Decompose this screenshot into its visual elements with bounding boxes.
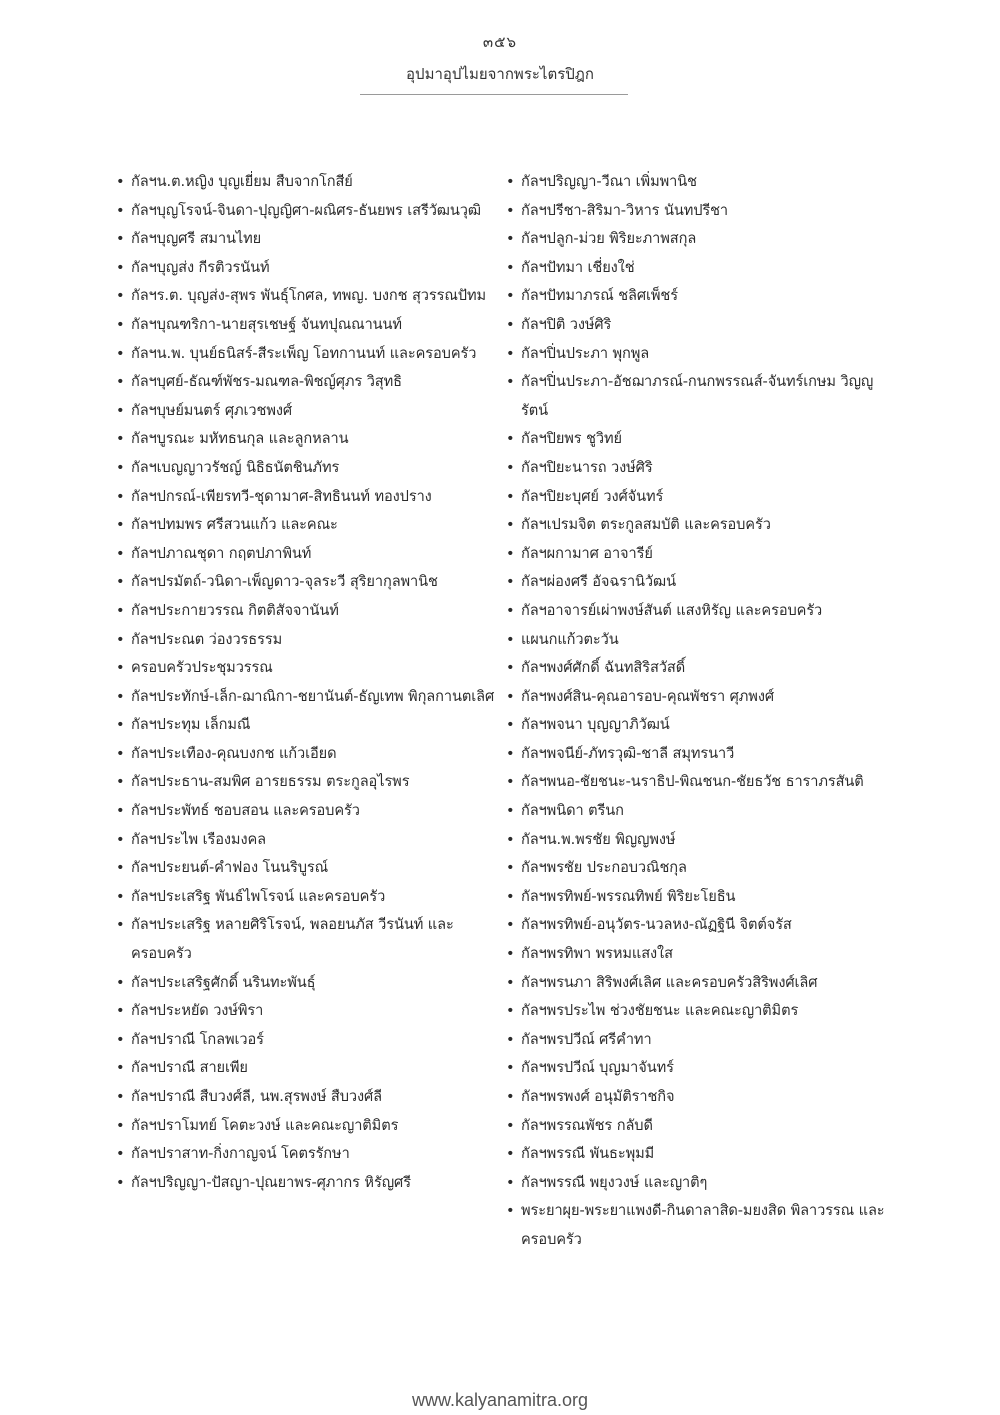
donor-list-item: • กัลฯพรนภา สิริพงศ์เลิศ และครอบครัวสิริพงศ์เลิศ <box>505 969 895 998</box>
donor-list-item: • กัลฯพรรณพัชร กลับดี <box>505 1112 895 1141</box>
donor-list-item: • กัลฯบุญโรจน์-จินดา-ปุญญิศา-ผณิศร-ธันยพร เสรีวัฒนวุฒิ <box>115 197 500 226</box>
donor-list-item: • กัลฯพนิดา ตรีนก <box>505 797 895 826</box>
donor-list-item: • กัลฯพจนีย์-ภัทรวุฒิ-ชาลี สมุทรนาวี <box>505 740 895 769</box>
donor-list-item: • กัลฯพรปวีณ์ ศรีคำทา <box>505 1026 895 1055</box>
right-column-list <box>505 168 895 1255</box>
page-number: ๓๕๖ <box>482 33 518 51</box>
donor-list-item: • กัลฯปรีชา-สิริมา-วิหาร นันทปรีชา <box>505 197 895 226</box>
donor-list-item: • กัลฯประหยัด วงษ์พิรา <box>115 997 500 1026</box>
header-divider <box>360 94 628 95</box>
donor-list-item: • กัลฯปราณี โกลพเวอร์ <box>115 1026 500 1055</box>
donor-list-item: • แผนกแก้วตะวัน <box>505 626 895 655</box>
donor-list-item: • กัลฯปริญญา-ปัสญา-ปุณยาพร-ศุภากร หิรัญศรี <box>115 1169 500 1198</box>
donor-list-item: • กัลฯอาจารย์เผ่าพงษ์สันต์ แสงหิรัญ และครอบครัว <box>505 597 895 626</box>
donor-list-item: • กัลฯปัทมา เชี่ยงใช่ <box>505 254 895 283</box>
donor-list-item: • กัลฯปภาณชุดา กฤตปภาพินท์ <box>115 540 500 569</box>
donor-list-item: • กัลฯบุญศรี สมานไทย <box>115 225 500 254</box>
donor-list-item: • กัลฯประพัทธ์ ชอบสอน และครอบครัว <box>115 797 500 826</box>
donor-list-item: • กัลฯปทมพร ศรีสวนแก้ว และคณะ <box>115 511 500 540</box>
donor-list-item: • กัลฯพจนา บุญญาภิวัฒน์ <box>505 711 895 740</box>
donor-list-item: • กัลฯประเทือง-คุณบงกช แก้วเอียด <box>115 740 500 769</box>
donor-list-item: • กัลฯปิยะนารถ วงษ์ศิริ <box>505 454 895 483</box>
donor-list-item: • กัลฯพรพงศ์ อนุมัติราชกิจ <box>505 1083 895 1112</box>
donor-list-item: • กัลฯพรทิพา พรหมแสงใส <box>505 940 895 969</box>
donor-list-item: • กัลฯน.พ. บุนย์ธนิสร์-สีระเพ็ญ โอทกานนท์ และครอบครัว <box>115 340 500 369</box>
donor-list-item: • กัลฯปริญญา-วีณา เพิ่มพานิช <box>505 168 895 197</box>
donor-list-item: • กัลฯปรมัตถ์-วนิดา-เพ็ญดาว-จุลระวี สุริยากุลพานิช <box>115 568 500 597</box>
donor-list-item: • กัลฯเบญญาวรัชญ์ นิธิธนัตชินภัทร <box>115 454 500 483</box>
donor-list-item: • กัลฯผกามาศ อาจารีย์ <box>505 540 895 569</box>
donor-list-item: • กัลฯปราโมทย์ โคตะวงษ์ และคณะญาติมิตร <box>115 1112 500 1141</box>
donor-list-item: • กัลฯน.พ.พรชัย พิญญพงษ์ <box>505 826 895 855</box>
donor-list-item: • ครอบครัวประชุมวรรณ <box>115 654 500 683</box>
donor-list-item: • กัลฯปลูก-ม่วย พิริยะภาพสกุล <box>505 225 895 254</box>
donor-list-item: • กัลฯประยนต์-คำฟอง โนนริบูรณ์ <box>115 854 500 883</box>
donor-list-item: • กัลฯบุญส่ง กีรติวรนันท์ <box>115 254 500 283</box>
donor-list-item: • กัลฯพงศ์สิน-คุณอารอบ-คุณพัชรา ศุภพงศ์ <box>505 683 895 712</box>
donor-list-item: • กัลฯพนอ-ชัยชนะ-นราธิป-พิณชนก-ชัยธวัช ธาราภรสันติ <box>505 768 895 797</box>
donor-list-item: • กัลฯปัทมาภรณ์ ชลิศเพ็ชร์ <box>505 282 895 311</box>
donor-list-item: • กัลฯพรรณี พันธะพุมมี <box>505 1140 895 1169</box>
donor-list-item: • กัลฯประไพ เรืองมงคล <box>115 826 500 855</box>
donor-list-item: • กัลฯประทุม เล็กมณี <box>115 711 500 740</box>
donor-list-item: • กัลฯปราณี สืบวงศ์ลี, นพ.สุรพงษ์ สืบวงศ์ลี <box>115 1083 500 1112</box>
donor-list-item: • กัลฯประทักษ์-เล็ก-ฌาณิกา-ชยานันต์-ธัญเทพ พิกุลกานตเลิศ <box>115 683 500 712</box>
donor-list-item: • กัลฯผ่องศรี อัจฉรานิวัฒน์ <box>505 568 895 597</box>
donor-list-item: • กัลฯน.ต.หญิง บุญเยี่ยม สืบจากโกสีย์ <box>115 168 500 197</box>
donor-list-item: • กัลฯพรรณี พยุงวงษ์ และญาติๆ <box>505 1169 895 1198</box>
donor-list-item: • กัลฯบุณฑริกา-นายสุรเชษฐ์ จันทปุณณานนท์ <box>115 311 500 340</box>
donor-list-item: • กัลฯร.ต. บุญส่ง-สุพร พันธุ์โกศล, ทพญ. บงกช สุวรรณปัทม <box>115 282 500 311</box>
donor-list-item: • กัลฯประเสริฐ พันธ์ไพโรจน์ และครอบครัว <box>115 883 500 912</box>
donor-list-item: • กัลฯประณต ว่องวรธรรม <box>115 626 500 655</box>
left-column-list <box>115 168 500 1197</box>
donor-list-item: • กัลฯบุษย์มนตร์ ศุภเวชพงศ์ <box>115 397 500 426</box>
donor-list-item: • กัลฯพรทิพย์-อนุวัตร-นวลหง-ณัฏฐินี จิตต์จรัส <box>505 911 895 940</box>
donor-list-item: • กัลฯพรประไพ ช่วงชัยชนะ และคณะญาติมิตร <box>505 997 895 1026</box>
donor-list-item: • กัลฯประเสริฐ หลายศิริโรจน์, พลอยนภัส วีรนันท์ และครอบครัว <box>115 911 500 968</box>
donor-list-item: • กัลฯพงศ์ศักดิ์ ฉันทสิริสวัสดิ์ <box>505 654 895 683</box>
donor-list-item: • กัลฯปิติ วงษ์ศิริ <box>505 311 895 340</box>
book-title: อุปมาอุปไมยจากพระไตรปิฎก <box>406 65 594 83</box>
donor-list-item: • กัลฯประเสริฐศักดิ์ นรินทะพันธุ์ <box>115 969 500 998</box>
footer-website: www.kalyanamitra.org <box>411 1390 589 1410</box>
donor-list-item: • กัลฯบูรณะ มหัทธนกุล และลูกหลาน <box>115 425 500 454</box>
donor-list-item: • กัลฯปิยะบุศย์ วงศ์จันทร์ <box>505 483 895 512</box>
donor-list-item: • กัลฯปราณี สายเพีย <box>115 1054 500 1083</box>
donor-list-item: • กัลฯปกรณ์-เพียรทวี-ชุดามาศ-สิทธินนท์ ทองปราง <box>115 483 500 512</box>
donor-list-item: • กัลฯประธาน-สมพิศ อารยธรรม ตระกูลอุไรพร <box>115 768 500 797</box>
donor-list-item: • กัลฯพรทิพย์-พรรณทิพย์ พิริยะโยธิน <box>505 883 895 912</box>
donor-list-item: • กัลฯบุศย์-ธัณฑ์พัชร-มณฑล-พิชญ์ศุภร วิสุทธิ <box>115 368 500 397</box>
donor-list-item: • กัลฯพรชัย ประกอบวณิชกุล <box>505 854 895 883</box>
donor-list-item: • กัลฯปิ่นประภา พุกพูล <box>505 340 895 369</box>
donor-list-item: • กัลฯปิ่นประภา-อัชฌาภรณ์-กนกพรรณส์-จันทร์เกษม วิญญูรัตน์ <box>505 368 895 425</box>
donor-list-item: • กัลฯเปรมจิต ตระกูลสมบัติ และครอบครัว <box>505 511 895 540</box>
donor-list-item: • กัลฯปิยพร ชูวิทย์ <box>505 425 895 454</box>
donor-list-item: • กัลฯประกายวรรณ กิตติสัจจานันท์ <box>115 597 500 626</box>
donor-list-item: • กัลฯพรปวีณ์ บุญมาจันทร์ <box>505 1054 895 1083</box>
donor-list-item: • พระยาผุย-พระยาแพงดี-กินดาลาสิด-มยงสิด พิลาวรรณ และครอบครัว <box>505 1197 895 1254</box>
donor-list-item: • กัลฯปราสาท-กิ่งกาญจน์ โคตรรักษา <box>115 1140 500 1169</box>
